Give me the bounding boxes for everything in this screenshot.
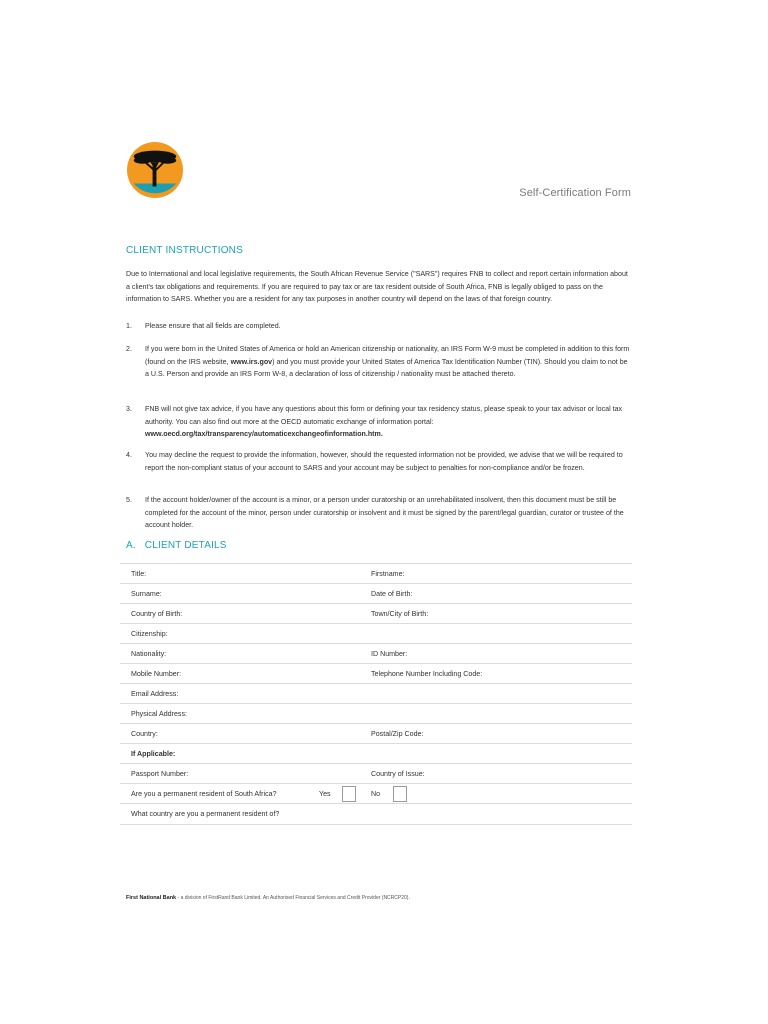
client-details-heading: A. CLIENT DETAILS bbox=[126, 540, 227, 551]
item-4-number: 4. bbox=[126, 451, 132, 459]
instructions-heading: CLIENT INSTRUCTIONS bbox=[126, 245, 243, 256]
row-permanent-resident bbox=[120, 783, 632, 804]
country-of-issue-field[interactable]: Country of Issue: bbox=[371, 770, 425, 778]
title-field[interactable]: Title: bbox=[131, 570, 147, 578]
footer-brand: First National Bank bbox=[126, 895, 177, 901]
mobile-number-field[interactable]: Mobile Number: bbox=[131, 670, 182, 678]
item-3-text bbox=[145, 403, 632, 441]
item-3-text-body: FNB will not give tax advice, if you have any questions about this form or defining your tax residency status, please speak to your tax advisor or local tax authority. You can also find out more at the OECD automatic exchange of information portal: bbox=[145, 405, 623, 426]
row-if-applicable bbox=[120, 743, 632, 764]
fnb-logo-icon bbox=[126, 141, 184, 199]
passport-number-field[interactable]: Passport Number: bbox=[131, 770, 189, 778]
item-2-text-a: If you were born in the United States of America or hold an American citizenship or nationality, an IRS Form W-9 must be completed in addition to this form (found on the IRS website, bbox=[145, 345, 630, 366]
country-field[interactable]: Country: bbox=[131, 730, 158, 738]
item-2-text bbox=[145, 343, 632, 381]
row-citizenship bbox=[120, 623, 632, 644]
physical-address-field[interactable]: Physical Address: bbox=[131, 710, 187, 718]
item-2-text-b: ) and you must provide your United States of America Tax Identification Number (TIN). Should you claim to not be a U.S. Person and provide an IRS Form W-8, a declaration of loss of citizenship / nationality must be attached thereto. bbox=[145, 357, 628, 378]
no-checkbox[interactable] bbox=[393, 786, 407, 802]
date-of-birth-field[interactable]: Date of Birth: bbox=[371, 590, 413, 598]
yes-label: Yes bbox=[319, 790, 331, 798]
row-mobile bbox=[120, 663, 632, 684]
surname-field[interactable]: Surname: bbox=[131, 590, 162, 598]
item-5-number: 5. bbox=[126, 496, 132, 504]
item-5-text: If the account holder/owner of the account is a minor, or a person under curatorship or an unrehabilitated insolvent, then this document must be still be completed for the account of the minor, person under curatorship or insolvent and it must be signed by the parent/legal guardian, curator or trustee of the account holder. bbox=[145, 496, 624, 529]
form-title: Self-Certification Form bbox=[519, 187, 631, 199]
postal-code-field[interactable]: Postal/Zip Code: bbox=[371, 730, 424, 738]
yes-checkbox[interactable] bbox=[342, 786, 356, 802]
citizenship-field[interactable]: Citizenship: bbox=[131, 630, 168, 638]
row-nationality bbox=[120, 643, 632, 664]
no-label: No bbox=[371, 790, 381, 798]
footer-text: - a division of FirstRand Bank Limited. An Authorised Financial Services and Credit Provider (NCRCP20). bbox=[176, 895, 410, 901]
intro-paragraph: Due to International and local legislative requirements, the South African Revenue Service ("SARS") requires FNB to collect and report certain information about a client's tax obligations and requirements. If you are required to pay tax or are tax resident outside of South Africa, FNB is legally obliged to pass on the information to SARS. Whether you are a resident for any tax purposes in another country will depend on the laws of that foreign country. bbox=[126, 270, 628, 303]
town-of-birth-field[interactable]: Town/City of Birth: bbox=[371, 610, 429, 618]
email-address-field[interactable]: Email Address: bbox=[131, 690, 179, 698]
item-3-number: 3. bbox=[126, 405, 132, 413]
item-4-text: You may decline the request to provide the information, however, should the requested information not be provided, we advise that we will be required to report the non-compliant status of your account to SARS and your account may be subject to penalties for non-compliance and/or be frozen. bbox=[145, 451, 623, 472]
id-number-field[interactable]: ID Number: bbox=[371, 650, 408, 658]
nationality-field[interactable]: Nationality: bbox=[131, 650, 167, 658]
if-applicable-label: If Applicable: bbox=[131, 750, 176, 758]
row-passport bbox=[120, 763, 632, 784]
oecd-link[interactable]: www.oecd.org/tax/transparency/automaticexchangeofinformation.htm. bbox=[145, 430, 383, 438]
row-resident-country bbox=[120, 803, 632, 825]
resident-country-field[interactable]: What country are you a permanent resident of? bbox=[131, 810, 280, 818]
irs-link[interactable]: www.irs.gov bbox=[230, 357, 273, 366]
row-physical-address bbox=[120, 703, 632, 724]
item-1-text: Please ensure that all fields are completed. bbox=[145, 322, 281, 330]
item-1-number: 1. bbox=[126, 322, 132, 330]
permanent-resident-question: Are you a permanent resident of South Africa? bbox=[131, 790, 277, 798]
row-surname bbox=[120, 583, 632, 604]
country-of-birth-field[interactable]: Country of Birth: bbox=[131, 610, 183, 618]
telephone-number-field[interactable]: Telephone Number Including Code: bbox=[371, 670, 483, 678]
row-country-of-birth bbox=[120, 603, 632, 624]
row-country bbox=[120, 723, 632, 744]
firstname-field[interactable]: Firstname: bbox=[371, 570, 405, 578]
row-email bbox=[120, 683, 632, 704]
item-2-number: 2. bbox=[126, 345, 132, 353]
row-title bbox=[120, 563, 632, 584]
footer bbox=[126, 895, 410, 901]
